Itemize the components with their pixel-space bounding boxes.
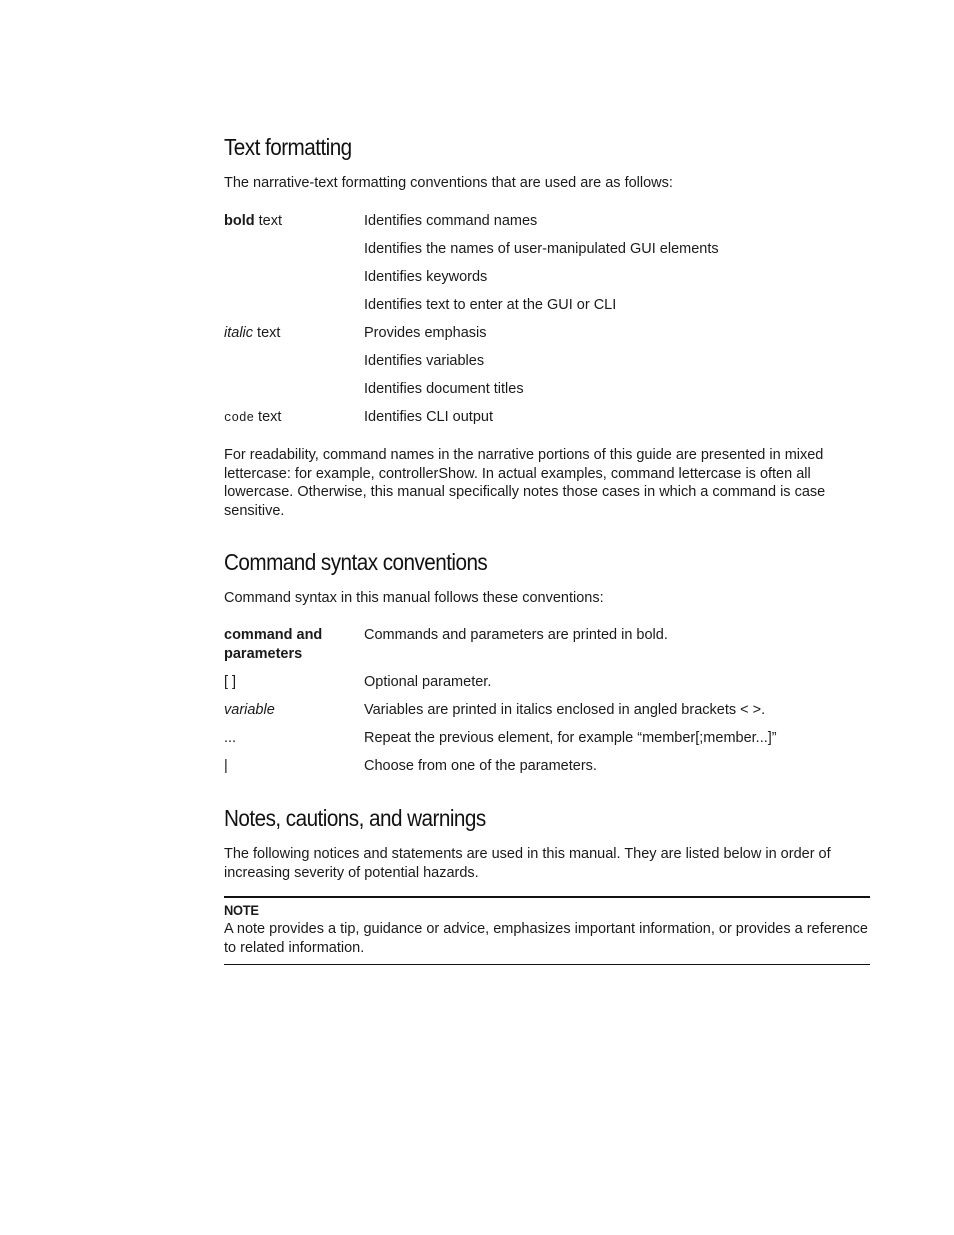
term-cell — [224, 352, 364, 380]
desc-cell: Optional parameter. — [364, 674, 492, 690]
desc-cell: Provides emphasis — [364, 325, 487, 341]
table-row — [224, 408, 870, 436]
table-row — [224, 268, 870, 296]
desc-cell: Identifies command names — [364, 213, 538, 229]
section-notices — [224, 804, 870, 832]
section-command-syntax — [224, 548, 870, 576]
term-cell — [224, 240, 364, 268]
term-cell — [224, 268, 364, 296]
desc-cell: Repeat the previous element, for example “member[;member...]” — [364, 730, 777, 746]
note-text: A note provides a tip, guidance or advice, emphasizes important information, or provides a reference to related information. — [224, 921, 868, 956]
desc-cell: Variables are printed in italics enclosed in angled brackets < >. — [364, 702, 766, 718]
section-heading: Notes, cautions, and warnings — [224, 805, 486, 831]
table-row — [224, 673, 870, 701]
table-row — [224, 729, 870, 757]
section-intro: The narrative-text formatting conventions that are used are as follows: — [224, 175, 673, 191]
note-label: NOTE — [224, 902, 259, 918]
term-cell: variable — [224, 702, 275, 718]
term-cell: command and parameters — [224, 627, 323, 662]
term-cell — [224, 324, 364, 352]
term-cell: | — [224, 758, 228, 774]
section-intro: The following notices and statements are used in this manual. They are listed below in order of increasing severity of potential hazards. — [224, 846, 831, 881]
desc-cell: Identifies CLI output — [364, 409, 493, 425]
readability-paragraph: For readability, command names in the narrative portions of this guide are presented in mixed lettercase: for example, controllerShow. In actual examples, command lettercase is often all lowercase. Otherwise, this manual specifically notes those cases in which a command is case sensitive. — [224, 447, 826, 520]
section-heading: Command syntax conventions — [224, 549, 488, 575]
desc-cell: Identifies text to enter at the GUI or CLI — [364, 297, 617, 313]
section-text-formatting — [224, 133, 870, 161]
term-bold: bold — [224, 213, 255, 229]
text-formatting-table — [224, 212, 870, 436]
desc-cell: Identifies keywords — [364, 269, 488, 285]
term-cell: ... — [224, 730, 237, 746]
term-cell — [224, 296, 364, 324]
table-row — [224, 352, 870, 380]
term-suffix: text — [254, 409, 282, 425]
term-suffix: text — [253, 325, 281, 341]
term-cell: [ ] — [224, 674, 237, 690]
desc-cell: Identifies document titles — [364, 381, 524, 397]
desc-cell: Identifies variables — [364, 353, 485, 369]
table-row — [224, 626, 870, 673]
term-code: code — [224, 411, 255, 425]
section-intro: Command syntax in this manual follows these conventions: — [224, 590, 604, 606]
table-row — [224, 380, 870, 408]
desc-cell: Choose from one of the parameters. — [364, 758, 597, 774]
note-box — [224, 896, 870, 965]
table-row — [224, 240, 870, 268]
table-row — [224, 296, 870, 324]
section-heading: Text formatting — [224, 134, 352, 160]
term-cell — [224, 380, 364, 408]
term-cell — [224, 212, 364, 240]
table-row — [224, 212, 870, 240]
command-syntax-table — [224, 626, 870, 785]
table-row — [224, 324, 870, 352]
term-suffix: text — [254, 213, 283, 229]
desc-cell: Identifies the names of user-manipulated GUI elements — [364, 241, 719, 257]
term-cell — [224, 408, 364, 436]
table-row — [224, 701, 870, 729]
term-italic: italic — [224, 325, 254, 341]
table-row — [224, 757, 870, 785]
desc-cell: Commands and parameters are printed in bold. — [364, 627, 668, 643]
